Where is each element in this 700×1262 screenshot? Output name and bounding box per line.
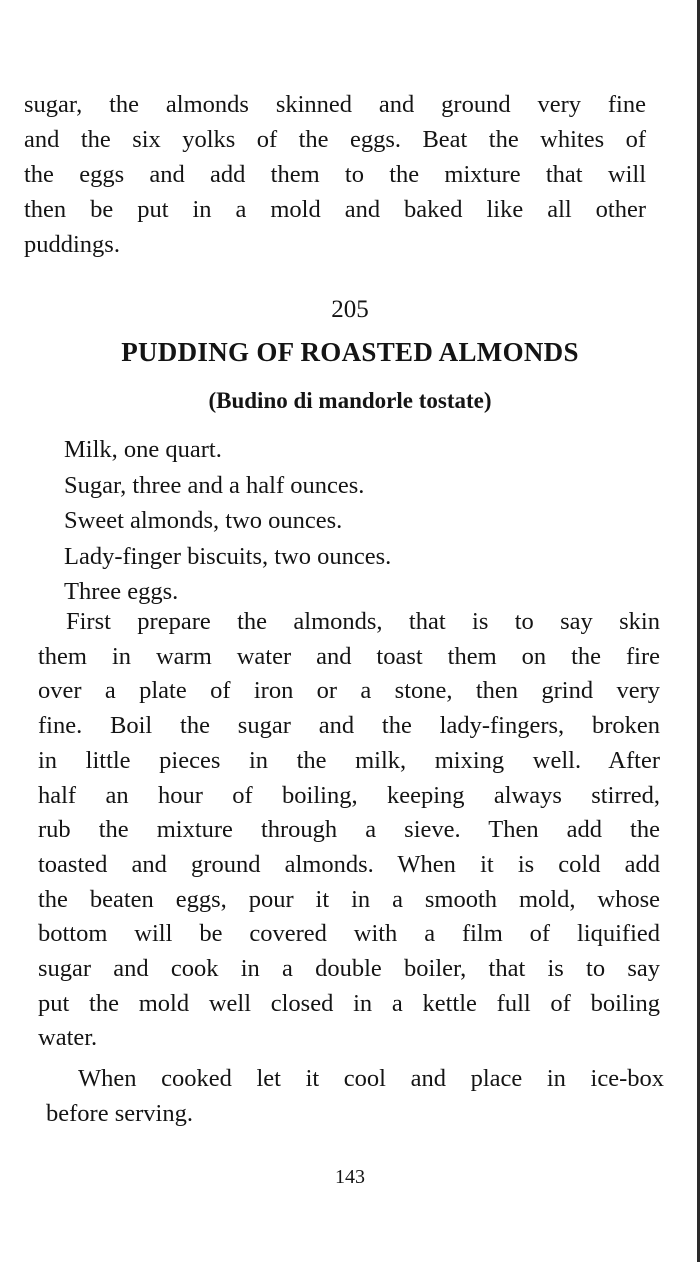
- text-line: sugar and cook in a double boiler, that is to say: [38, 955, 660, 983]
- text-line: them in warm water and toast them on the fire: [38, 642, 660, 670]
- recipe-number: 205: [331, 296, 369, 323]
- text-line: bottom will be covered with a film of liquified: [38, 920, 660, 948]
- continuation-paragraph: [24, 87, 646, 262]
- ingredient-item: Sweet almonds, two ounces.: [64, 507, 343, 534]
- ingredient-item: Lady-finger biscuits, two ounces.: [64, 542, 392, 570]
- text-line: half an hour of boiling, keeping always stirred,: [38, 781, 660, 809]
- ingredient-item: Three eggs.: [64, 578, 179, 605]
- text-line: then be put in a mold and baked like all other: [24, 196, 646, 223]
- ingredient-item: Milk, one quart.: [64, 436, 222, 463]
- recipe-subtitle: (Budino di mandorle tostate): [208, 388, 492, 413]
- text-line: in little pieces in the milk, mixing well. After: [38, 746, 660, 774]
- text-line: before serving.: [46, 1100, 193, 1127]
- recipe-title: PUDDING OF ROASTED ALMONDS: [121, 337, 579, 367]
- ingredient-item: Sugar, three and a half ounces.: [64, 471, 365, 499]
- page-number: 143: [335, 1166, 365, 1188]
- text-line: When cooked let it cool and place in ice-box: [78, 1065, 664, 1092]
- text-line: over a plate of iron or a stone, then grind very: [38, 677, 660, 705]
- text-line: the eggs and add them to the mixture that will: [24, 161, 646, 188]
- ingredient-list: [64, 432, 391, 610]
- text-line: puddings.: [24, 231, 120, 258]
- text-line: sugar, the almonds skinned and ground very fine: [24, 91, 646, 118]
- method-paragraph: [38, 605, 660, 1056]
- text-line: and the six yolks of the eggs. Beat the whites of: [24, 126, 646, 153]
- text-line: the beaten eggs, pour it in a smooth mold, whose: [38, 885, 660, 913]
- text-line: First prepare the almonds, that is to say skin: [66, 608, 660, 635]
- text-line: put the mold well closed in a kettle full of boiling: [38, 989, 660, 1017]
- text-line: rub the mixture through a sieve. Then add the: [38, 816, 660, 844]
- text-line: fine. Boil the sugar and the lady-fingers, broken: [38, 712, 660, 740]
- closing-paragraph: [46, 1061, 664, 1131]
- text-line: toasted and ground almonds. When it is cold add: [38, 850, 660, 878]
- text-line: water.: [38, 1024, 98, 1052]
